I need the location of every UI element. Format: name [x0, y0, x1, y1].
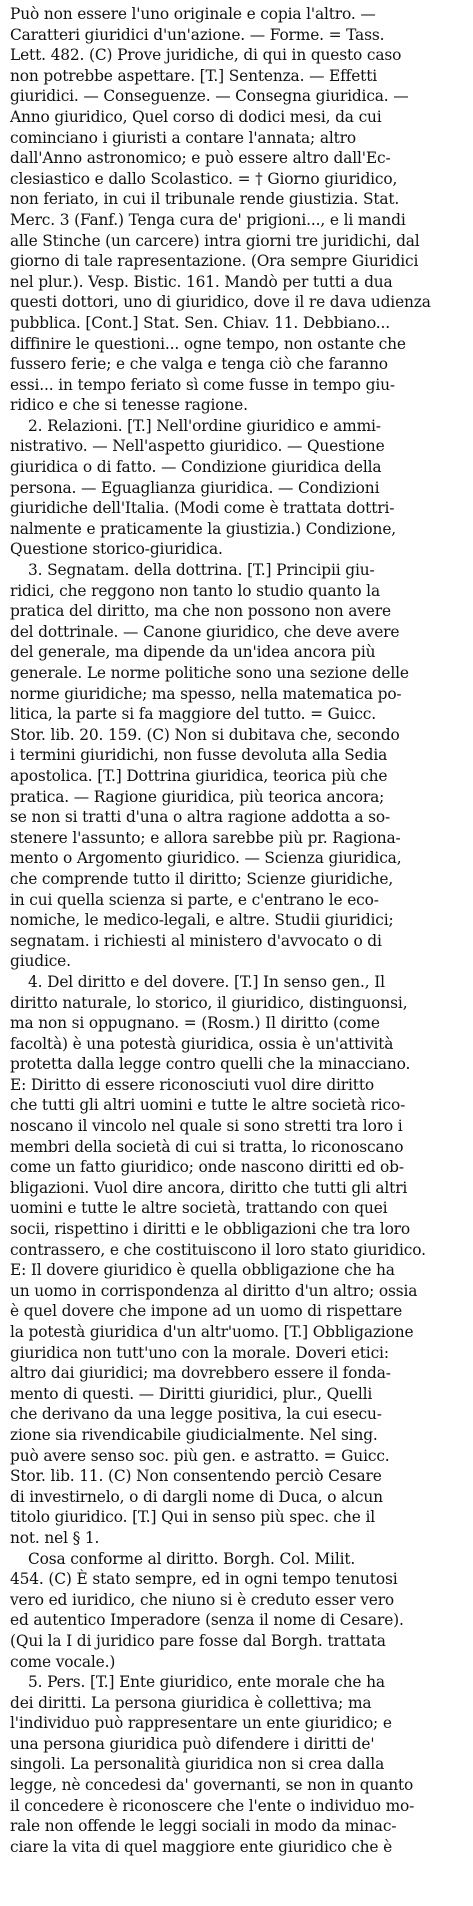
- text-line: un uomo in corrispondenza al diritto d'un altro; ossia: [10, 1281, 418, 1300]
- text-line: not. nel § 1.: [10, 1528, 100, 1547]
- text-line: è quel dovere che impone ad un uomo di rispettare: [10, 1302, 403, 1321]
- text-line: Lett. 482. (C) Prove juridiche, di qui in questo caso: [10, 46, 402, 65]
- text-line: generale. Le norme politiche sono una sezione delle: [10, 664, 409, 682]
- text-line: facoltà) è una potestà giuridica, ossia è un'attività: [10, 1034, 394, 1053]
- text-line: noscano il vincolo nel quale si sono stretti tra loro i: [10, 1117, 403, 1136]
- text-line: contrassero, e che costituiscono il loro stato giuridico.: [10, 1240, 426, 1259]
- text-line: legge, nè concedesi da' governanti, se non in quanto: [10, 1776, 414, 1795]
- text-line: diritto naturale, lo storico, il giuridico, distinguonsi,: [10, 993, 408, 1012]
- text-line: ma non si oppugnano. = (Rosm.) Il diritto (come: [10, 1014, 380, 1033]
- text-line: la potestà giuridica d'un altr'uomo. [T.] Obbligazione: [10, 1323, 414, 1341]
- text-line: Caratteri giuridici d'un'azione. — Forme. = Tass.: [10, 25, 385, 44]
- text-line: Cosa conforme al diritto. Borgh. Col. Milit.: [28, 1549, 356, 1568]
- text-line: norme giuridiche; ma spesso, nella matematica po-: [10, 684, 402, 703]
- text-line: uomini e tutte le altre società, trattando con quei: [10, 1199, 388, 1218]
- text-line: in cui quella scienza si parte, e c'entrano le eco-: [10, 890, 379, 909]
- text-line: fussero ferie; e che valga e tenga ciò che faranno: [10, 355, 388, 374]
- text-line: altro dai giuridici; ma dovrebbero essere il fonda-: [10, 1364, 391, 1383]
- text-line: nomiche, le medico-legali, e altre. Studii giuridici;: [10, 911, 394, 930]
- text-line: nel plur.). Vesp. Bistic. 161. Mandò per tutti a dua: [10, 272, 393, 291]
- text-line: l'individuo può rappresentare un ente giuridico; e: [10, 1714, 392, 1733]
- text-line: bligazioni. Vuol dire ancora, diritto che tutti gli altri: [10, 1178, 408, 1197]
- text-line: che comprende tutto il diritto; Scienze giuridiche,: [10, 869, 394, 888]
- text-line: del dottrinale. — Canone giuridico, che deve avere: [10, 622, 400, 641]
- text-line: pubblica. [Cont.] Stat. Sen. Chiav. 11. Debbiano...: [10, 313, 391, 332]
- text-line: 2. Relazioni. [T.] Nell'ordine giuridico e ammi-: [28, 416, 381, 435]
- text-line: Merc. 3 (Fanf.) Tenga cura de' prigioni..., e li mandi: [10, 210, 406, 229]
- text-line: Stor. lib. 11. (C) Non consentendo perciò Cesare: [10, 1467, 382, 1486]
- text-line: apostolica. [T.] Dottrina giuridica, teorica più che: [10, 766, 388, 785]
- text-line: nalmente e praticamente la giustizia.) Condizione,: [10, 519, 397, 538]
- text-line: Questione storico-giuridica.: [10, 540, 223, 559]
- text-line: ridici, che reggono non tanto lo studio quanto la: [10, 581, 380, 600]
- text-line: giuridici. — Conseguenze. — Consegna giuridica. —: [10, 87, 409, 106]
- text-line: di investirnelo, o di dargli nome di Duca, o alcun: [10, 1487, 383, 1506]
- text-line: 3. Segnatam. della dottrina. [T.] Principii giu-: [28, 561, 375, 580]
- text-line: persona. — Eguaglianza giuridica. — Condizioni: [10, 478, 380, 497]
- text-line: il concedere è riconoscere che l'ente o individuo mo-: [10, 1796, 415, 1815]
- text-line: membri della società di cui si tratta, lo riconoscano: [10, 1137, 404, 1156]
- text-line: alle Stinche (un carcere) intra giorni tre juridichi, dal: [10, 231, 420, 250]
- text-line: segnatam. i richiesti al ministero d'avvocato o di: [10, 931, 382, 950]
- text-line: come un fatto giuridico; onde nascono diritti ed ob-: [10, 1158, 404, 1177]
- text-line: non feriato, in cui il tribunale rende giustizia. Stat.: [10, 190, 400, 209]
- text-line: Anno giuridico, Quel corso di dodici mesi, da cui: [10, 107, 382, 126]
- text-line: giuridiche dell'Italia. (Modi come è trattata dottri-: [10, 499, 395, 518]
- text-line: che tutti gli altri uomini e tutte le altre società rico-: [10, 1096, 406, 1115]
- text-line: litica, la parte si fa maggiore del tutto. = Guicc.: [10, 705, 377, 724]
- text-line: 5. Pers. [T.] Ente giuridico, ente morale che ha: [28, 1673, 385, 1692]
- text-line: giudice.: [10, 952, 71, 971]
- text-line: protetta dalla legge contro quelli che la minacciano.: [10, 1055, 411, 1074]
- text-line: (Qui la I di juridico pare fosse dal Borgh. trattata: [10, 1631, 386, 1650]
- text-line: vero ed iuridico, che niuno si è creduto esser vero: [10, 1590, 395, 1609]
- text-line: giuridica o di fatto. — Condizione giuridica della: [10, 458, 382, 477]
- text-line: essi... in tempo feriato sì come fusse in tempo giu-: [10, 375, 395, 394]
- text-line: mento o Argomento giuridico. — Scienza giuridica,: [10, 849, 402, 868]
- text-line: E: Il dovere giuridico è quella obbligazione che ha: [10, 1261, 395, 1280]
- text-line: ed autentico Imperadore (senza il nome di Cesare).: [10, 1611, 404, 1630]
- text-line: Stor. lib. 20. 159. (C) Non si dubitava che, secondo: [10, 725, 400, 744]
- text-line: come vocale.): [10, 1652, 116, 1671]
- text-line: nistrativo. — Nell'aspetto giuridico. — Questione: [10, 437, 385, 456]
- text-line: non potrebbe aspettare. [T.] Sentenza. — Effetti: [10, 66, 378, 85]
- text-line: giuridica non tutt'uno con la morale. Doveri etici:: [10, 1343, 389, 1362]
- text-line: 4. Del diritto e del dovere. [T.] In senso gen., Il: [28, 972, 385, 991]
- text-line: stenere l'assunto; e allora sarebbe più pr. Ragiona-: [10, 828, 401, 847]
- text-line: ciare la vita di quel maggiore ente giuridico che è: [10, 1837, 393, 1856]
- text-line: dei diritti. La persona giuridica è collettiva; ma: [10, 1693, 372, 1712]
- text-line: clesiastico e dallo Scolastico. = † Giorno giuridico,: [10, 169, 398, 188]
- text-line: mento di questi. — Diritti giuridici, plur., Quelli: [10, 1384, 373, 1403]
- text-line: zione sia rivendicabile giudicialmente. Nel sing.: [10, 1425, 378, 1444]
- text-line: del generale, ma dipende da un'idea ancora più: [10, 643, 376, 662]
- text-line: 454. (C) È stato sempre, ed in ogni tempo tenutosi: [10, 1570, 398, 1589]
- text-line: Può non essere l'uno originale e copia l'altro. —: [10, 5, 376, 23]
- text-line: giorno di tale rapresentazione. (Ora sempre Giuridici: [10, 252, 419, 271]
- text-line: pratica del diritto, ma che non possono non avere: [10, 602, 391, 621]
- text-line: cominciano i giuristi a contare l'annata; altro: [10, 128, 356, 147]
- text-line: può avere senso soc. più gen. e astratto. = Guicc.: [10, 1446, 390, 1465]
- text-line: ridico e che si tenesse ragione.: [10, 396, 248, 415]
- text-line: diffinire le questioni... ogne tempo, non ostante che: [10, 334, 406, 353]
- text-line: rale non offende le leggi sociali in modo da minac-: [10, 1817, 397, 1836]
- text-line: pratica. — Ragione giuridica, più teorica ancora;: [10, 787, 385, 806]
- text-line: titolo giuridico. [T.] Qui in senso più spec. che il: [10, 1508, 376, 1527]
- text-line: una persona giuridica può difendere i diritti de': [10, 1734, 375, 1753]
- text-line: se non si tratti d'una o altra ragione addotta a so-: [10, 808, 391, 827]
- text-line: i termini giuridichi, non fusse devoluta alla Sedia: [10, 746, 388, 765]
- text-line: questi dottori, uno di giuridico, dove il re dava udienza: [10, 293, 431, 312]
- text-line: che derivano da una legge positiva, la cui esecu-: [10, 1405, 382, 1424]
- text-line: socii, rispettino i diritti e le obbligazioni che tra loro: [10, 1220, 411, 1239]
- text-line: E: Diritto di essere riconosciuti vuol dire diritto: [10, 1075, 374, 1094]
- text-line: singoli. La personalità giuridica non si crea dalla: [10, 1755, 385, 1774]
- text-line: dall'Anno astronomico; e può essere altro dall'Ec-: [10, 149, 391, 168]
